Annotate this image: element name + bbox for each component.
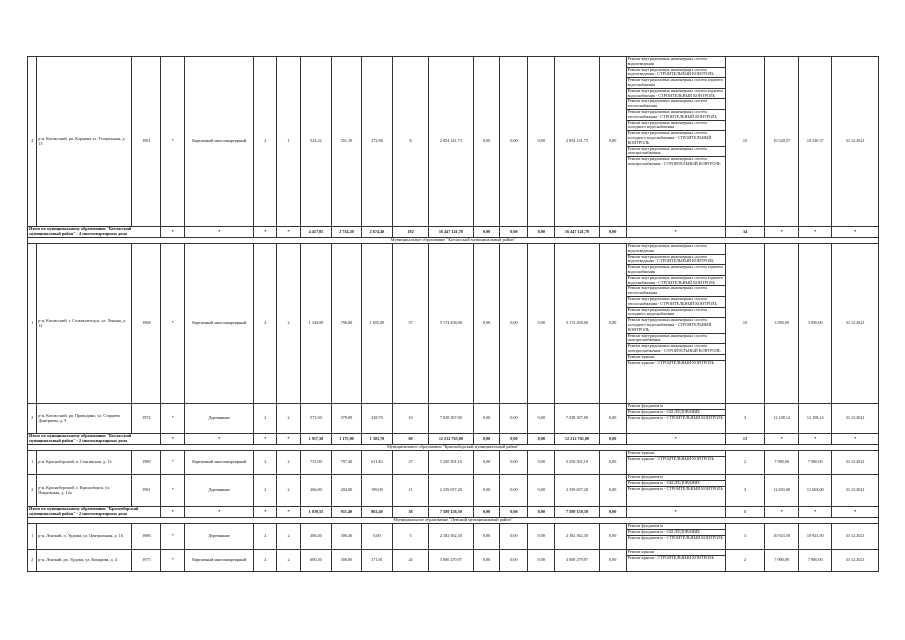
cell-k1: 10	[725, 57, 764, 227]
cell-number: 1	[28, 524, 37, 550]
cell-k2: *	[765, 434, 799, 445]
total-row	[28, 227, 879, 238]
cell-number: 4	[28, 57, 37, 227]
cell-mat: Деревянные	[185, 524, 254, 550]
cell-en: 2	[277, 451, 301, 475]
cell-f2: 0,00	[500, 507, 528, 518]
cell-year: 1975	[132, 550, 161, 572]
cell-a3: 1 055,00	[361, 244, 392, 404]
work-item: Ремонт крыши - СТРОИТЕЛЬНЫЙ КОНТРОЛЬ	[627, 455, 715, 461]
cell-sum2: 16 447 141,78	[555, 227, 599, 238]
cell-f3: 0,00	[528, 475, 555, 507]
cell-f2: 0,00	[500, 451, 528, 475]
table-row	[28, 475, 879, 507]
cell-sum2: 2 339 657,20	[555, 475, 599, 507]
cell-a1: 1 039,55	[300, 507, 331, 518]
cell-a2: 796,00	[331, 244, 361, 404]
cell-sum: 7 038 307,00	[429, 404, 473, 434]
cell-en: 2	[277, 244, 301, 404]
work-item: Ремонт внутридомовых инженерных систем электроснабжения - СТРОИТЕЛЬНЫЙ КОНТРОЛЬ	[627, 344, 725, 355]
cell-f2: 0,00	[500, 244, 528, 404]
cell-f3: 0,00	[528, 524, 555, 550]
cell-c4: *	[161, 227, 185, 238]
cell-c4: *	[161, 434, 185, 445]
cell-k3: *	[799, 507, 832, 518]
cell-a1: 1 344,00	[300, 244, 331, 404]
cell-address: р-н. Котласский, г. Сольвычегодск, ул. Ленина, д. 12	[37, 244, 132, 404]
cell-f3: 0,00	[528, 507, 555, 518]
cell-k3: *	[799, 227, 832, 238]
cell-year: 1968	[132, 244, 161, 404]
cell-sum: 2 339 657,20	[429, 475, 473, 507]
cell-k3: 3 850,00	[799, 244, 832, 404]
work-item: Ремонт внутридомовых инженерных систем горячего водоснабжения - СТРОИТЕЛЬНЫЙ КОНТРОЛЬ	[627, 87, 724, 98]
work-item: Ремонт внутридомовых инженерных систем холодного водоснабжения - СТРОИТЕЛЬНЫЙ КОНТРОЛЬ	[627, 131, 725, 146]
cell-year: 1972	[132, 404, 161, 434]
cell-f4: 0,00	[599, 451, 626, 475]
cell-address: р-н. Котласский, рп. Приводино, ул. Старцева Дмитриева, д. 9	[37, 404, 132, 434]
cell-sum2: 12 212 765,00	[555, 434, 599, 445]
cell-sum2: 5 174 458,00	[555, 244, 599, 404]
cell-k2: *	[765, 227, 799, 238]
cell-k3: *	[799, 434, 832, 445]
cell-f3: 0,00	[528, 244, 555, 404]
cell-f4: 0,00	[599, 475, 626, 507]
repair-program-table	[27, 56, 879, 572]
cell-a2: 300,00	[331, 550, 361, 572]
cell-f2: 0,00	[500, 404, 528, 434]
cell-f1: 0,00	[473, 451, 500, 475]
cell-f1: 0,00	[473, 550, 500, 572]
cell-k2: 12 108,14	[765, 404, 799, 434]
document-sheet	[27, 56, 879, 572]
total-row	[28, 507, 879, 518]
cell-date: 31.12.2021	[832, 57, 879, 227]
cell-year: 1981	[132, 475, 161, 507]
cell-works: *	[626, 507, 725, 518]
cell-works-list	[626, 244, 725, 404]
work-item: Ремонт крыши - СТРОИТЕЛЬНЫЙ КОНТРОЛЬ	[627, 554, 715, 560]
cell-a3: 0,00	[361, 524, 392, 550]
cell-f2: 0,00	[500, 434, 528, 445]
work-item: Ремонт фундамента	[627, 524, 725, 530]
work-item: Ремонт внутридомовых инженерных систем теплоснабжения	[627, 99, 725, 110]
cell-k1: 5	[725, 507, 764, 518]
cell-mat: *	[185, 227, 254, 238]
cell-a1: 733,00	[300, 451, 331, 475]
cell-a1: 4 417,85	[300, 227, 331, 238]
cell-k2: 12 603,00	[765, 475, 799, 507]
table-body	[28, 57, 879, 572]
cell-number: 2	[28, 550, 37, 572]
cell-k1: 3	[725, 475, 764, 507]
cell-mat: Кирпичный многоквартирный	[185, 451, 254, 475]
cell-address: р-н. Ленский, рп. Урдома, ул. Комарова, д. 4	[37, 550, 132, 572]
table-row	[28, 244, 879, 404]
cell-a3: 199,00	[361, 475, 392, 507]
cell-res: 69	[392, 434, 428, 445]
cell-sum2: 7 589 158,30	[555, 507, 599, 518]
work-item: Ремонт внутридомовых инженерных систем теплоснабжения	[627, 286, 725, 297]
cell-sum: 5 250 501,10	[429, 451, 473, 475]
cell-a2: 204,00	[331, 475, 361, 507]
cell-number: 2	[28, 475, 37, 507]
work-item: Ремонт внутридомовых инженерных систем электроснабжения	[627, 334, 725, 345]
cell-date: 31.12.2021	[832, 244, 879, 404]
cell-res: 182	[392, 227, 428, 238]
cell-k1: 13	[725, 434, 764, 445]
cell-a2: 707,40	[331, 451, 361, 475]
cell-fl: 2	[254, 550, 277, 572]
cell-date: *	[832, 227, 879, 238]
cell-f2: 0,00	[500, 524, 528, 550]
cell-a3: 328,70	[361, 404, 392, 434]
cell-k2: 10 520,37	[765, 57, 799, 227]
cell-f4: 0,00	[599, 434, 626, 445]
municipality-title: Муниципальное образование "Котласский муниципальный район"	[28, 238, 879, 244]
work-item: Ремонт крыши	[627, 355, 725, 361]
cell-k2: 10 923,50	[765, 524, 799, 550]
cell-works-list	[626, 524, 725, 550]
cell-res: 5	[392, 524, 428, 550]
cell-f1: 0,00	[473, 524, 500, 550]
cell-sum: 12 212 765,00	[429, 434, 473, 445]
cell-works: *	[626, 227, 725, 238]
work-item: Ремонт внутридомовых инженерных систем водоотведения	[627, 244, 725, 255]
cell-f3: 0,00	[528, 57, 555, 227]
cell-a1: 573,50	[300, 404, 331, 434]
cell-a2: 306,40	[331, 524, 361, 550]
cell-a2: 911,40	[331, 507, 361, 518]
cell-f4: 0,00	[599, 507, 626, 518]
cell-c4: *	[161, 524, 185, 550]
cell-k3: 10 520,37	[799, 57, 832, 227]
cell-works-list	[626, 57, 725, 227]
work-item: Ремонт фундамента - СТРОИТЕЛЬНЫЙ КОНТРОЛЬ	[627, 534, 724, 540]
cell-sum2: 7 038 307,00	[555, 404, 599, 434]
cell-sum: 3 000 279,97	[429, 550, 473, 572]
cell-fl: 2	[254, 404, 277, 434]
cell-f2: 0,00	[500, 227, 528, 238]
cell-a3: 802,40	[361, 507, 392, 518]
cell-fl: 2	[254, 524, 277, 550]
cell-mat: Деревянные	[185, 475, 254, 507]
table-row	[28, 451, 879, 475]
cell-f3: 0,00	[528, 434, 555, 445]
cell-f1: 0,00	[473, 507, 500, 518]
cell-a1: 266,00	[300, 475, 331, 507]
cell-works: *	[626, 434, 725, 445]
total-row	[28, 434, 879, 445]
work-item: Ремонт внутридомовых инженерных систем горячего водоснабжения	[627, 264, 724, 274]
cell-c4: *	[161, 404, 185, 434]
cell-f1: 0,00	[473, 475, 500, 507]
cell-k1: 2	[725, 451, 764, 475]
cell-k3: 7 900,00	[799, 550, 832, 572]
cell-c4: *	[161, 244, 185, 404]
cell-sum: 2 182 562,30	[429, 524, 473, 550]
municipality-title: Муниципальное образование "Ленский муниципальный район"	[28, 518, 879, 524]
cell-fl: *	[254, 227, 277, 238]
total-label: Итого по муниципальному образованию "Котласский муниципальный район" - 2 многоквартирных дома	[28, 434, 161, 445]
cell-address: р-н. Красноборский, с. Красноборск, ул. Покровская, д. 12а	[37, 475, 132, 507]
cell-en: 2	[277, 524, 301, 550]
cell-k1: 34	[725, 227, 764, 238]
work-item: Ремонт внутридомовых инженерных систем холодного водоснабжения - СТРОИТЕЛЬНЫЙ КОНТРОЛЬ	[627, 318, 725, 333]
cell-res: 57	[392, 244, 428, 404]
work-item: Ремонт фундамента - ОБСЛЕДОВАНИЕ	[627, 530, 725, 536]
cell-f4: 0,00	[599, 57, 626, 227]
cell-fl: 4	[254, 244, 277, 404]
work-item: Ремонт внутридомовых инженерных систем горячего водоснабжения - СТРОИТЕЛЬНЫЙ КОНТРОЛЬ	[627, 274, 724, 285]
cell-k3: 12 108,14	[799, 404, 832, 434]
work-item: Ремонт фундамента - ОБСЛЕДОВАНИЕ	[627, 481, 725, 487]
work-item: Ремонт крыши - СТРОИТЕЛЬНЫЙ КОНТРОЛЬ	[627, 359, 715, 365]
cell-res: 38	[392, 507, 428, 518]
cell-date: 31.12.2021	[832, 404, 879, 434]
cell-address: р-н. Красноборский, п. Сенгинская, д. 13	[37, 451, 132, 475]
cell-f3: 0,00	[528, 550, 555, 572]
cell-a3: 2 674,40	[361, 227, 392, 238]
cell-a2: 2 754,20	[331, 227, 361, 238]
cell-date: *	[832, 507, 879, 518]
cell-year: 1980	[132, 451, 161, 475]
cell-f4: 0,00	[599, 227, 626, 238]
cell-fl: *	[254, 434, 277, 445]
cell-k2: 7 900,00	[765, 550, 799, 572]
cell-c4: *	[161, 475, 185, 507]
cell-en: *	[277, 227, 301, 238]
cell-fl: *	[254, 507, 277, 518]
table-row	[28, 524, 879, 550]
work-item: Ремонт внутридомовых инженерных систем электроснабжения	[627, 147, 725, 158]
cell-k2: *	[765, 507, 799, 518]
cell-f1: 0,00	[473, 404, 500, 434]
cell-k1: 10	[725, 244, 764, 404]
cell-date: 31.12.2021	[832, 475, 879, 507]
cell-number: 1	[28, 451, 37, 475]
cell-c4: *	[161, 550, 185, 572]
cell-mat: *	[185, 434, 254, 445]
cell-res: 11	[392, 475, 428, 507]
cell-c4: *	[161, 451, 185, 475]
municipality-title: Муниципальное образование "Красноборский муниципальный район"	[28, 445, 879, 451]
cell-f2: 0,00	[500, 57, 528, 227]
cell-k1: 2	[725, 550, 764, 572]
cell-a1: 524,22	[300, 57, 331, 227]
cell-mat: Кирпичный многоквартирный	[185, 550, 254, 572]
cell-a3: 1 383,70	[361, 434, 392, 445]
cell-works-list	[626, 404, 725, 434]
cell-f2: 0,00	[500, 550, 528, 572]
cell-k1: 3	[725, 524, 764, 550]
cell-f4: 0,00	[599, 524, 626, 550]
cell-sum2: 5 250 501,10	[555, 451, 599, 475]
cell-en: 2	[277, 404, 301, 434]
cell-f1: 0,00	[473, 244, 500, 404]
work-item: Ремонт фундамента	[627, 404, 725, 410]
cell-f3: 0,00	[528, 451, 555, 475]
work-item: Ремонт внутридомовых инженерных систем водоотведения - СТРОИТЕЛЬНЫЙ КОНТРОЛЬ	[627, 255, 725, 266]
table-row	[28, 404, 879, 434]
total-label: Итого по муниципальному образованию "Красноборский муниципальный район" - 2 многоквартирных дома	[28, 507, 161, 518]
cell-f1: 0,00	[473, 57, 500, 227]
cell-f2: 0,00	[500, 475, 528, 507]
cell-a3: 611,40	[361, 451, 392, 475]
cell-a1: 600,30	[300, 550, 331, 572]
cell-date: *	[832, 434, 879, 445]
cell-a3: 272,86	[361, 57, 392, 227]
cell-date: 31.12.2021	[832, 550, 879, 572]
cell-en: *	[277, 507, 301, 518]
cell-sum: 16 447 141,78	[429, 227, 473, 238]
cell-c4: *	[161, 507, 185, 518]
cell-a2: 379,00	[331, 404, 361, 434]
cell-k3: 12 603,00	[799, 475, 832, 507]
cell-sum2: 2 854 141,73	[555, 57, 599, 227]
cell-a2: 1 175,00	[331, 434, 361, 445]
work-item: Ремонт крыши	[627, 451, 725, 457]
cell-res: 8	[392, 57, 428, 227]
cell-k1: 3	[725, 404, 764, 434]
cell-mat: Кирпичный многоквартирный	[185, 244, 254, 404]
work-item: Ремонт внутридомовых инженерных систем водоотведения - СТРОИТЕЛЬНЫЙ КОНТРОЛЬ	[627, 68, 725, 79]
cell-works-list	[626, 550, 725, 572]
cell-mat: Кирпичный многоквартирный	[185, 57, 254, 227]
work-item: Ремонт внутридомовых инженерных систем горячего водоснабжения	[627, 77, 724, 87]
work-item: Ремонт фундамента - СТРОИТЕЛЬНЫЙ КОНТРОЛЬ	[627, 485, 724, 491]
cell-address: р-н. Котласский, рп. Коряжма ул. Театральная, д. 13	[37, 57, 132, 227]
cell-k2: 3 850,00	[765, 244, 799, 404]
cell-number: 1	[28, 244, 37, 404]
cell-a3: 371,81	[361, 550, 392, 572]
work-item: Ремонт внутридомовых инженерных систем теплоснабжения - СТРОИТЕЛЬНЫЙ КОНТРОЛЬ	[627, 297, 725, 308]
total-label: Итого по муниципальному образованию "Котласский муниципальный район" - 4 многоквартирных дома	[28, 227, 161, 238]
cell-mat: Деревянные	[185, 404, 254, 434]
cell-en: 2	[277, 475, 301, 507]
cell-res: 27	[392, 451, 428, 475]
cell-sum2: 3 000 279,97	[555, 550, 599, 572]
cell-fl: 2	[254, 451, 277, 475]
cell-date: 31.12.2021	[832, 451, 879, 475]
work-item: Ремонт внутридомовых инженерных систем водоотведения	[627, 57, 725, 68]
cell-k3: 10 923,50	[799, 524, 832, 550]
work-item: Ремонт фундамента - ОБСЛЕДОВАНИЕ	[627, 410, 725, 416]
work-item: Ремонт внутридомовых инженерных систем теплоснабжения - СТРОИТЕЛЬНЫЙ КОНТРОЛЬ	[627, 110, 725, 121]
cell-res: 16	[392, 404, 428, 434]
work-item: Ремонт внутридомовых инженерных систем электроснабжения - СТРОИТЕЛЬНЫЙ КОНТРОЛЬ	[627, 156, 721, 166]
cell-a1: 1 917,50	[300, 434, 331, 445]
cell-fl: 2	[254, 475, 277, 507]
cell-f3: 0,00	[528, 404, 555, 434]
cell-works-list	[626, 475, 725, 507]
cell-f3: 0,00	[528, 227, 555, 238]
table-row	[28, 57, 879, 227]
work-item: Ремонт внутридомовых инженерных систем холодного водоснабжения	[627, 308, 725, 319]
table-row	[28, 550, 879, 572]
cell-sum: 2 854 141,73	[429, 57, 473, 227]
cell-sum2: 2 182 562,30	[555, 524, 599, 550]
work-item: Ремонт крыши	[627, 550, 725, 556]
cell-year: 1986	[132, 524, 161, 550]
cell-en: 1	[277, 57, 301, 227]
cell-f4: 0,00	[599, 550, 626, 572]
cell-en: 2	[277, 550, 301, 572]
cell-f4: 0,00	[599, 404, 626, 434]
cell-res: 24	[392, 550, 428, 572]
work-item: Ремонт фундамента	[627, 475, 725, 481]
cell-k3: 7 900,00	[799, 451, 832, 475]
cell-date: 31.12.2021	[832, 524, 879, 550]
work-item: Ремонт фундамента - СТРОИТЕЛЬНЫЙ КОНТРОЛЬ	[627, 414, 724, 420]
cell-address: р-н. Ленский, п. Урдома, ул. Центральная, д. 16	[37, 524, 132, 550]
cell-a1: 306,40	[300, 524, 331, 550]
cell-f4: 0,00	[599, 244, 626, 404]
cell-a2: 351,10	[331, 57, 361, 227]
cell-f1: 0,00	[473, 227, 500, 238]
cell-en: *	[277, 434, 301, 445]
work-item: Ремонт внутридомовых инженерных систем холодного водоснабжения	[627, 121, 725, 132]
cell-mat: *	[185, 507, 254, 518]
cell-c4: *	[161, 57, 185, 227]
cell-fl: 2	[254, 57, 277, 227]
cell-year: 1961	[132, 57, 161, 227]
cell-k2: 7 900,00	[765, 451, 799, 475]
cell-works-list	[626, 451, 725, 475]
cell-sum: 7 589 158,30	[429, 507, 473, 518]
cell-number: 2	[28, 404, 37, 434]
cell-f1: 0,00	[473, 434, 500, 445]
cell-sum: 5 174 458,00	[429, 244, 473, 404]
